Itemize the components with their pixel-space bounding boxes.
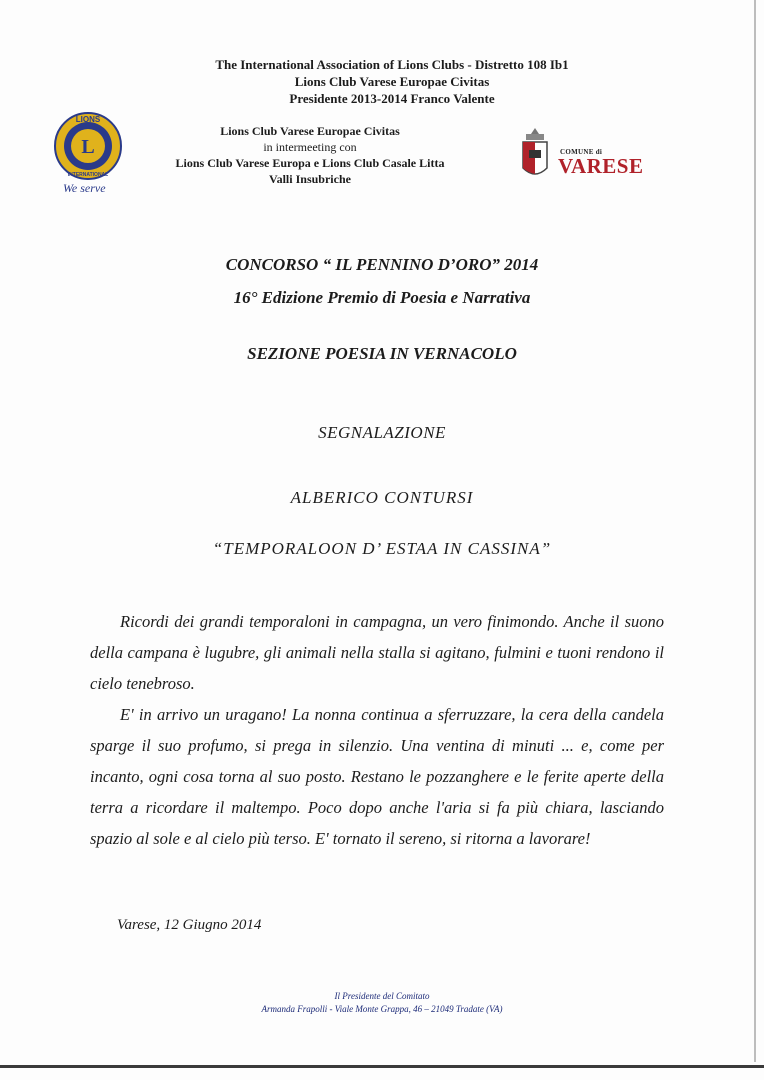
scan-edge-right [754, 0, 756, 1062]
work-title: “TEMPORALOON D’ ESTAA IN CASSINA” [212, 539, 552, 558]
section-title: SEZIONE POESIA IN VERNACOLO [247, 344, 517, 363]
header-intermeeting [150, 123, 470, 187]
intermeeting-line-2: in intermeeting con [263, 140, 357, 154]
contest-title: CONCORSO “ IL PENNINO D’ORO” 2014 [225, 255, 539, 274]
intermeeting-line-3: Lions Club Varese Europa e Lions Club Casale Litta [175, 156, 445, 170]
paragraph-1: Ricordi dei grandi temporaloni in campagna, un vero finimondo. Anche il suono della campana è lugubre, gli animali nella stalla si agitano, fulmini e tuoni rendono il cielo tenebroso. [90, 612, 664, 693]
award-label: SEGNALAZIONE [318, 423, 446, 442]
header-line-2: Lions Club Varese Europae Civitas [294, 74, 490, 89]
intermeeting-line-4: Valli Insubriche [269, 172, 351, 186]
varese-name-label: VARESE [558, 154, 644, 178]
lions-motto: We serve [63, 181, 106, 195]
header-line-1: The International Association of Lions Clubs - Distretto 108 Ib1 [215, 57, 569, 72]
intermeeting-line-1: Lions Club Varese Europae Civitas [220, 124, 400, 138]
header-line-3: Presidente 2013-2014 Franco Valente [289, 91, 495, 106]
header-association [0, 56, 764, 107]
lions-ring-bottom-text: INTERNATIONAL [67, 172, 109, 178]
author-name: ALBERICO CONTURSI [290, 488, 474, 507]
footer-signature [0, 990, 764, 1016]
lions-ring-top-text: LIONS [75, 115, 101, 124]
footer-line-2: Armanda Frapolli - Viale Monte Grappa, 46 – 21049 Tradate (VA) [261, 1004, 503, 1014]
varese-comune-label: COMUNE di [560, 148, 603, 156]
edition-subtitle: 16° Edizione Premio di Poesia e Narrativa [233, 288, 531, 307]
lions-letter: L [81, 136, 95, 158]
paragraph-2: E' in arrivo un uragano! La nonna continua a sferruzzare, la cera della candela sparge il suo profumo, si prega in silenzio. Una ventina di minuti ... e, come per incanto, ogni cosa torna al suo posto. Restano le pozzanghere e le ferite aperte della terra a ricordare il maltempo. Poco dopo anche l'aria si fa più chiara, lasciando spazio al sole e al cielo più terso. E' tornato il sereno, si ritorna a lavorare! [90, 705, 664, 848]
motivation-text [90, 606, 664, 854]
footer-line-1: Il Presidente del Comitato [334, 991, 430, 1001]
place-date: Varese, 12 Giugno 2014 [117, 917, 262, 933]
scan-edge-bottom [0, 1065, 764, 1068]
